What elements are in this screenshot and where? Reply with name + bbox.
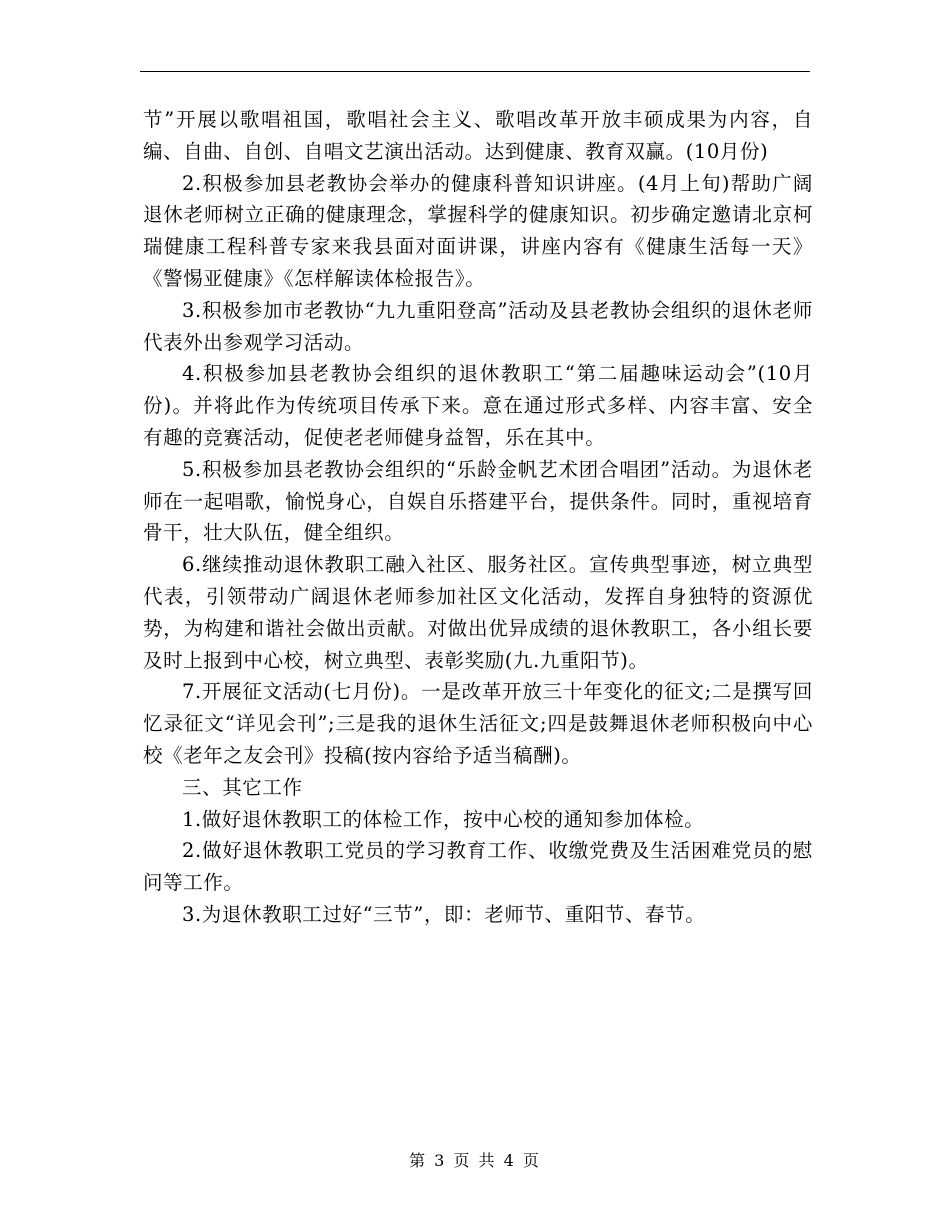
paragraph-other-1-checkup: 1.做好退休教职工的体检工作，按中心校的通知参加体检。 [182,807,705,831]
header-rule [140,71,810,72]
paragraph-item-6-community: 6.继续推动退休教职工融入社区、服务社区。宣传典型事迹，树立典型代表，引领带动广阔退休老师参加社区文化活动，发挥自身独特的资源优势，为构建和谐社会做出贡献。对做出优异成绩的退休教职工，各小组长要及时上报到中心校，树立典型、表彰奖励(九.九重阳节)。 [143,553,813,672]
paragraph-item-7-essay: 7.开展征文活动(七月份)。一是改革开放三十年变化的征文;二是撰写回忆录征文“详见会刊”;三是我的退休生活征文;四是鼓舞退休老师积极向中心校《老年之友会刊》投稿(按内容给予适当稿酬)。 [143,680,813,767]
section-heading-other-work: 三、其它工作 [182,775,303,799]
paragraph-continuation: 节”开展以歌唱祖国，歌唱社会主义、歌唱改革开放丰硕成果为内容，自编、自曲、自创、自唱文艺演出活动。达到健康、教育双赢。(10月份) [143,108,813,163]
page-number-footer: 第 3 页 共 4 页 [409,1151,541,1170]
paragraph-item-3-climbing: 3.积极参加市老教协“九九重阳登高”活动及县老教协会组织的退休老师代表外出参观学习活动。 [143,298,813,354]
paragraph-item-4-sports-meet: 4.积极参加县老教协会组织的退休教职工“第二届趣味运动会”(10月份)。并将此作为传统项目传承下来。意在通过形式多样、内容丰富、安全有趣的竞赛活动，促使老老师健身益智，乐在其中。 [143,362,813,449]
paragraph-other-2-party: 2.做好退休教职工党员的学习教育工作、收缴党费及生活困难党员的慰问等工作。 [143,839,813,895]
document-body [143,104,813,931]
paragraph-item-5-choir: 5.积极参加县老教协会组织的“乐龄金帆艺术团合唱团”活动。为退休老师在一起唱歌，愉悦身心，自娱自乐搭建平台，提供条件。同时，重视培育骨干，壮大队伍，健全组织。 [143,457,813,545]
paragraph-other-3-festivals: 3.为退休教职工过好“三节”，即：老师节、重阳节、春节。 [182,902,706,926]
paragraph-item-2-health-lecture: 2.积极参加县老教协会举办的健康科普知识讲座。(4月上旬)帮助广阔退休老师树立正确的健康理念，掌握科学的健康知识。初步确定邀请北京柯瑞健康工程科普专家来我县面对面讲课，讲座内容有《健康生活每一天》《警惕亚健康》《怎样解读体检报告》。 [143,171,813,290]
